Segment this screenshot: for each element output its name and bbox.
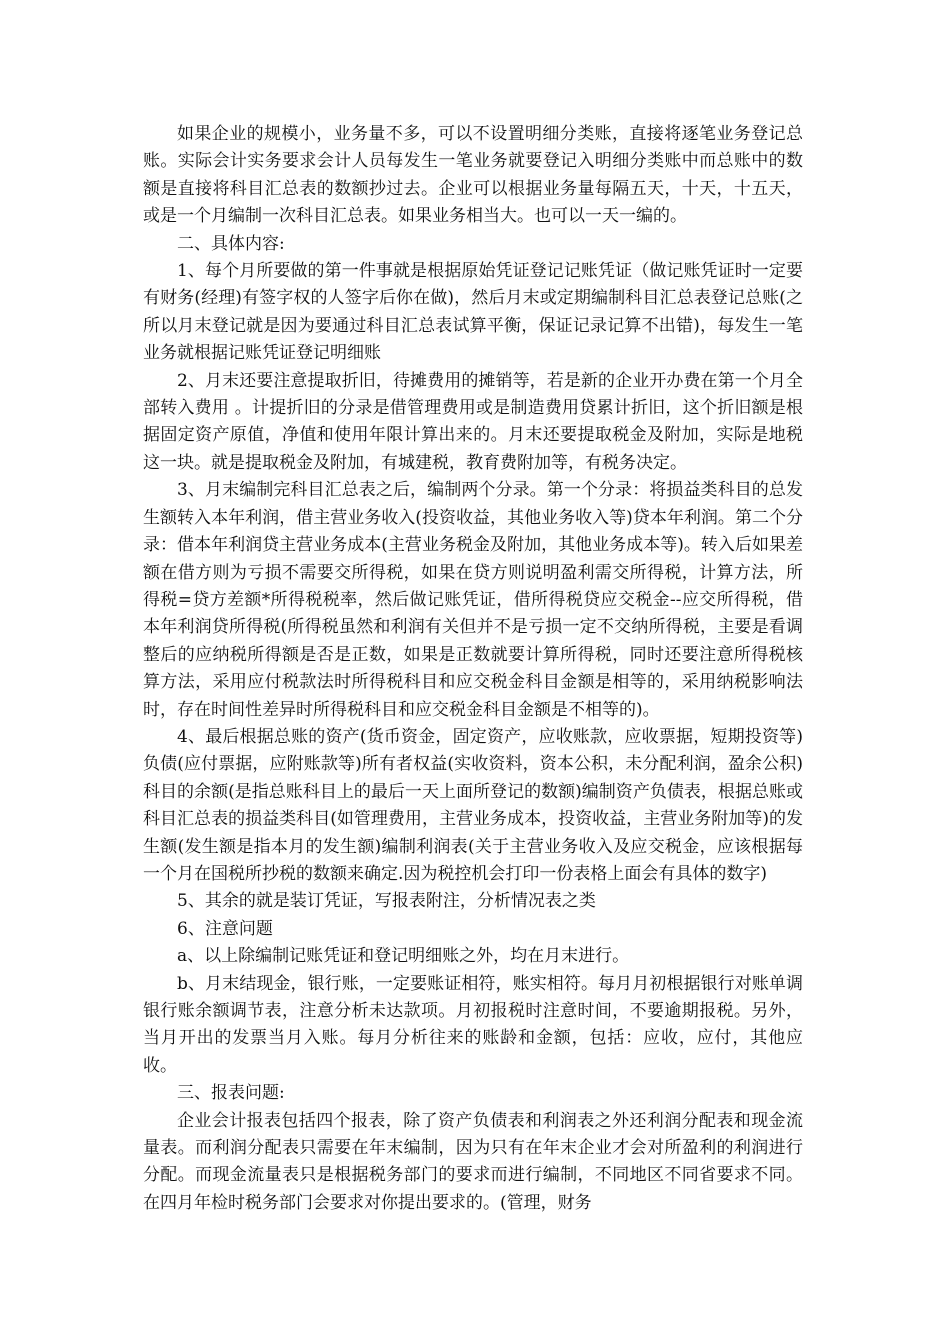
paragraph: b、月末结现金，银行账，一定要账证相符，账实相符。每月月初根据银行对账单调银行账余额调节表，注意分析未达款项。月初报税时注意时间，不要逾期报税。另外，当月开出的发票当月入账。每月分析往来的账龄和金额，包括：应收，应付，其他应收。 (143, 973, 803, 1076)
paragraph: 5、其余的就是装订凭证，写报表附注，分析情况表之类 (177, 891, 596, 912)
paragraph: a、以上除编制记账凭证和登记明细账之外，均在月末进行。 (177, 946, 630, 967)
paragraph: 2、月末还要注意提取折旧，待摊费用的摊销等，若是新的企业开办费在第一个月全部转入费用 。计提折旧的分录是借管理费用或是制造费用贷累计折旧，这个折旧额是根据固定资产原值，净值和使用年限计算出来的。月末还要提取税金及附加，实际是地税这一块。就是提取税金及附加，有城建税，教育费附加等，有税务决定。 (143, 370, 803, 473)
section-heading: 二、具体内容: (177, 233, 285, 254)
paragraph: 1、每个月所要做的第一件事就是根据原始凭证登记记账凭证（做记账凭证时一定要有财务(经理)有签字权的人签字后你在做)，然后月末或定期编制科目汇总表登记总账(之所以月末登记就是因为要通过科目汇总表试算平衡，保证记录记算不出错)，每发生一笔业务就根据记账凭证登记明细账 (143, 261, 803, 364)
paragraph: 企业会计报表包括四个报表，除了资产负债表和利润表之外还利润分配表和现金流量表。而利润分配表只需要在年末编制，因为只有在年末企业才会对所盈利的利润进行分配。而现金流量表只是根据税务部门的要求而进行编制，不同地区不同省要求不同。在四月年检时税务部门会要求对你提出要求的。(管理，财务 (143, 1110, 803, 1213)
paragraph: 6、注意问题 (177, 918, 273, 939)
paragraph: 4、最后根据总账的资产(货币资金，固定资产，应收账款，应收票据，短期投资等)负债(应付票据，应附账款等)所有者权益(实收资料，资本公积，未分配利润，盈余公积)科目的余额(是指总账科目上的最后一天上面所登记的数额)编制资产负债表，根据总账或科目汇总表的损益类科目(如管理费用，主营业务成本，投资收益，主营业务附加等)的发生额(发生额是指本月的发生额)编制利润表(关于主营业务收入及应交税金，应该根据每一个月在国税所抄税的数额来确定.因为税控机会打印一份表格上面会有具体的数字) (143, 726, 803, 884)
section-heading: 三、报表问题: (177, 1083, 285, 1104)
document-body (143, 121, 803, 1217)
paragraph: 如果企业的规模小，业务量不多，可以不设置明细分类账，直接将逐笔业务登记总账。实际会计实务要求会计人员每发生一笔业务就要登记入明细分类账中而总账中的数额是直接将科目汇总表的数额抄过去。企业可以根据业务量每隔五天，十天，十五天，或是一个月编制一次科目汇总表。如果业务相当大。也可以一天一编的。 (143, 124, 803, 227)
paragraph: 3、月末编制完科目汇总表之后，编制两个分录。第一个分录：将损益类科目的总发生额转入本年利润，借主营业务收入(投资收益，其他业务收入等)贷本年利润。第二个分录：借本年利润贷主营业务成本(主营业务税金及附加，其他业务成本等)。转入后如果差额在借方则为亏损不需要交所得税，如果在贷方则说明盈利需交所得税，计算方法，所得税=贷方差额*所得税税率，然后做记账凭证，借所得税贷应交税金--应交所得税，借本年利润贷所得税(所得税虽然和利润有关但并不是亏损一定不交纳所得税，主要是看调整后的应纳税所得额是否是正数，如果是正数就要计算所得税，同时还要注意所得税核算方法，采用应付税款法时所得税科目和应交税金科目金额是相等的，采用纳税影响法时，存在时间性差异时所得税科目和应交税金科目金额是不相等的)。 (143, 480, 803, 720)
